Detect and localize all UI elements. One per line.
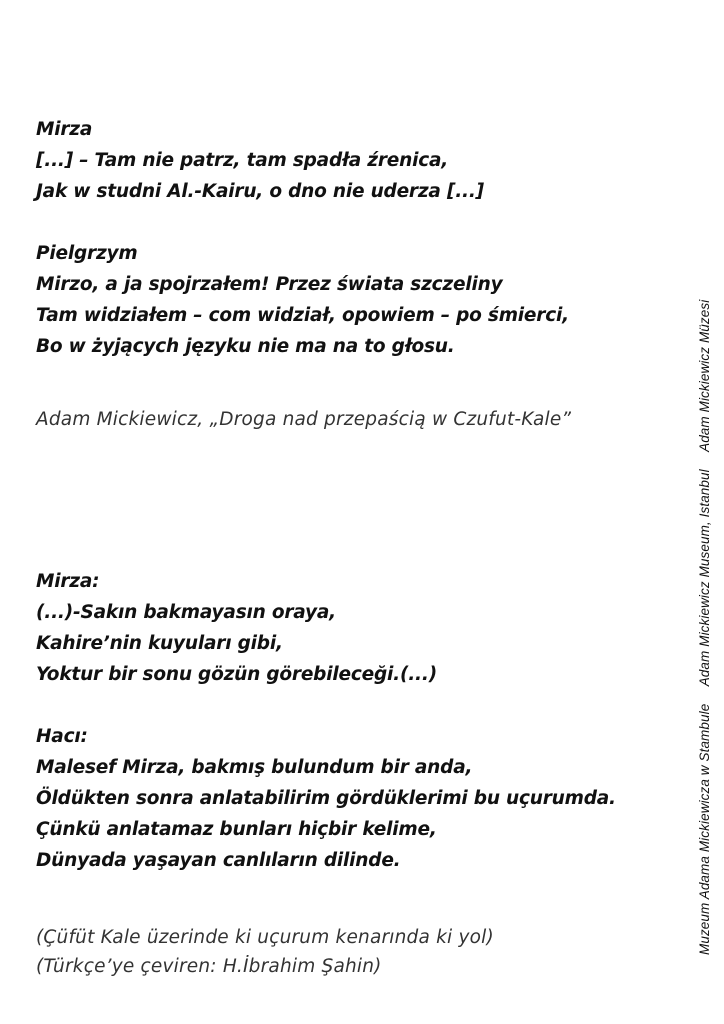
poem-line: Kahire’nin kuyuları gibi, (36, 633, 283, 654)
poem-line: Jak w studni Al.-Kairu, o dno nie uderza [...] (36, 181, 484, 202)
polish-poem-excerpt (36, 114, 569, 362)
caption-line: (Türkçe’ye çeviren: H.İbrahim Şahin) (36, 956, 382, 977)
museum-name-turkish: Adam Mickiewicz Müzesi (697, 299, 712, 452)
poem-line: Yoktur bir sonu gözün görebileceği.(...) (36, 664, 437, 685)
speaker-pilgrim-tr: Hacı: (36, 726, 88, 747)
poem-line: Tam widziałem – com widział, opowiem – po śmierci, (36, 305, 569, 326)
poem-line: [...] – Tam nie patrz, tam spadła źrenica, (36, 150, 449, 171)
poem-line: Dünyada yaşayan canlıların dilinde. (36, 850, 401, 871)
polish-attribution: Adam Mickiewicz, „Droga nad przepaścią w Czufut-Kale” (36, 409, 572, 430)
poem-line: Mirzo, a ja spojrzałem! Przez świata szczeliny (36, 274, 503, 295)
speaker-mirza-tr: Mirza: (36, 571, 100, 592)
turkish-translation-caption (36, 923, 494, 981)
poem-line: Malesef Mirza, bakmış bulundum bir anda, (36, 757, 473, 778)
turkish-poem-excerpt (36, 566, 616, 876)
speaker-mirza-pl: Mirza (36, 119, 93, 140)
museum-side-label (697, 110, 712, 955)
speaker-pilgrim-pl: Pielgrzym (36, 243, 138, 264)
poem-line: (...)-Sakın bakmayasın oraya, (36, 602, 336, 623)
museum-name-english: Adam Mickiewicz Museum, Istanbul (697, 469, 712, 687)
caption-line: (Çüfüt Kale üzerinde ki uçurum kenarında ki yol) (36, 927, 494, 948)
museum-name-polish: Muzeum Adama Mickiewicza w Stambule (697, 703, 712, 955)
poem-line: Çünkü anlatamaz bunları hiçbir kelime, (36, 819, 437, 840)
poem-line: Bo w żyjących języku nie ma na to głosu. (36, 336, 455, 357)
poem-line: Öldükten sonra anlatabilirim gördüklerimi bu uçurumda. (36, 788, 616, 809)
